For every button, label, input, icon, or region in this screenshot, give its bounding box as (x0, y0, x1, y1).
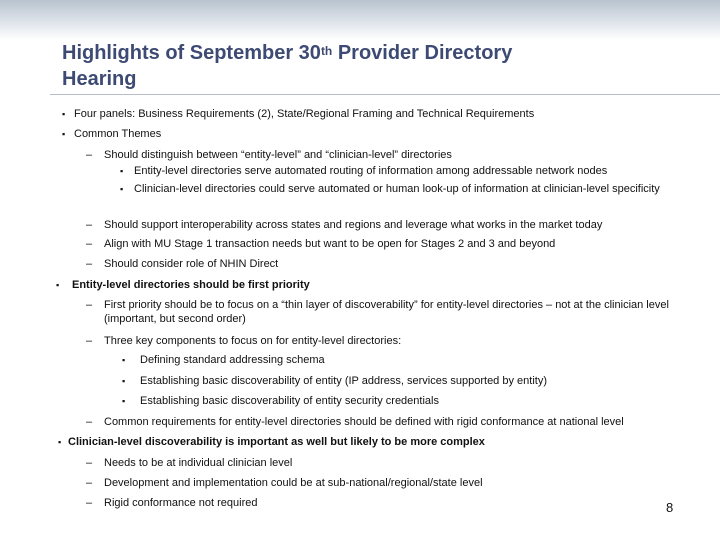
bullet-marker: ▪ (58, 437, 62, 447)
bullet-marker: ▪ (62, 109, 66, 119)
bullet-clinician-level: Clinician-level discoverability is important as well but likely to be more complex (68, 436, 485, 448)
bullet-marker: ▪ (120, 184, 124, 194)
sub-item-not-required: Rigid conformance not required (104, 497, 258, 509)
bullet-marker: ▪ (122, 376, 126, 386)
title-suffix: Provider Directory (332, 42, 513, 64)
bullet-marker: ▪ (120, 166, 124, 176)
title-prefix: Highlights of September 30 (62, 42, 321, 64)
dash-marker: – (86, 258, 93, 270)
dash-marker: – (86, 497, 93, 509)
page-number: 8 (666, 500, 674, 515)
sub-sub-item-entity-level: Entity-level directories serve automated routing of information among addressable network nodes (134, 165, 608, 177)
sub-item-individual: Needs to be at individual clinician level (104, 457, 293, 469)
sub-sub-item-security: Establishing basic discoverability of entity security credentials (140, 395, 439, 407)
dash-marker: – (86, 219, 93, 231)
sub-sub-item-ip-address: Establishing basic discoverability of entity (IP address, services supported by entity) (140, 375, 547, 387)
sub-item-nhin-direct: Should consider role of NHIN Direct (104, 258, 279, 270)
bullet-four-panels: Four panels: Business Requirements (2), State/Regional Framing and Technical Requirements (74, 108, 535, 120)
title-divider (50, 94, 720, 95)
slide-title (62, 40, 682, 92)
dash-marker: – (86, 416, 93, 428)
header-band (0, 0, 720, 40)
dash-marker: – (86, 299, 93, 311)
dash-marker: – (86, 149, 93, 161)
dash-marker: – (86, 238, 93, 250)
sub-item-three-components: Three key components to focus on for entity-level directories: (104, 335, 402, 347)
dash-marker: – (86, 477, 93, 489)
sub-item-distinguish: Should distinguish between “entity-level” and “clinician-level” directories (104, 149, 452, 161)
dash-marker: – (86, 335, 93, 347)
bullet-entity-priority: Entity-level directories should be first priority (72, 279, 310, 291)
bullet-marker: ▪ (56, 280, 60, 290)
bullet-marker: ▪ (122, 355, 126, 365)
title-line-2: Hearing (62, 68, 137, 90)
sub-item-mu-stage: Align with MU Stage 1 transaction needs but want to be open for Stages 2 and 3 and beyond (104, 238, 556, 250)
dash-marker: – (86, 457, 93, 469)
sub-item-interoperability: Should support interoperability across states and regions and leverage what works in the market today (104, 219, 603, 231)
title-superscript: th (320, 44, 333, 58)
sub-item-development: Development and implementation could be at sub-national/regional/state level (104, 477, 483, 489)
sub-item-thin-layer: First priority should be to focus on a “thin layer of discoverability” for entity-level directories – not at the clinician level (important, but second order) (104, 299, 669, 325)
bullet-common-themes: Common Themes (74, 128, 162, 140)
bullet-marker: ▪ (122, 396, 126, 406)
bullet-marker: ▪ (62, 129, 66, 139)
sub-sub-item-clinician-level: Clinician-level directories could serve automated or human look-up of information at clinician-level specificity (134, 183, 660, 195)
sub-item-rigid-national: Common requirements for entity-level directories should be defined with rigid conformance at national level (104, 416, 624, 428)
sub-sub-item-addressing: Defining standard addressing schema (140, 354, 325, 366)
